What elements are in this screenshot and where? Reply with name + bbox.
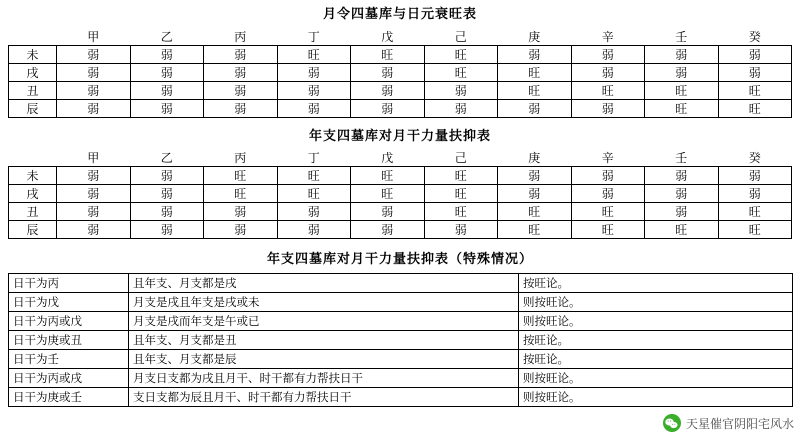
page-title-1: 月令四墓库与日元衰旺表 [322,6,477,21]
stem-header-4: 戊 [381,151,394,166]
table-cell: 旺 [351,45,425,63]
table-cell: 弱 [718,63,792,81]
table-cell: 弱 [204,99,278,117]
table-cell: 旺 [277,45,351,63]
special-condition-day-stem: 日干为壬 [9,349,129,368]
special-conclusion: 则按旺论。 [519,292,793,311]
stem-header-6: 庚 [528,151,541,166]
special-condition-detail: 月支日支都为戌且月干、时干都有力帮扶日干 [129,368,519,387]
table-cell: 旺 [571,221,645,239]
stem-header-8: 壬 [675,151,688,166]
wechat-icon [663,414,681,432]
table-cell: 弱 [424,221,498,239]
table-cell: 弱 [571,99,645,117]
table-cell: 弱 [498,45,572,63]
table-cell: 弱 [424,81,498,99]
table-yueling-siku [8,28,792,118]
stem-header-2: 丙 [234,151,247,166]
table-special-cases [8,273,793,407]
table-cell: 弱 [645,203,719,221]
table-cell: 弱 [57,81,131,99]
stem-header-5: 己 [454,29,467,44]
stem-header-7: 辛 [601,29,614,44]
table-cell: 旺 [571,81,645,99]
special-condition-day-stem: 日干为庚或丑 [9,330,129,349]
table-cell: 弱 [351,63,425,81]
special-conclusion: 则按旺论。 [519,368,793,387]
table-row [9,81,792,99]
special-condition-detail: 且年支、月支都是辰 [129,349,519,368]
table1-header-row [9,28,792,46]
table-cell: 旺 [277,185,351,203]
table-cell: 弱 [571,45,645,63]
table-cell: 旺 [424,167,498,185]
table-row [9,387,793,406]
table-row [9,99,792,117]
special-conclusion: 按旺论。 [519,330,793,349]
special-condition-detail: 月支是戌且年支是戌或未 [129,292,519,311]
table-cell: 弱 [351,221,425,239]
table-cell: 旺 [498,203,572,221]
table-cell: 弱 [571,167,645,185]
table-row [9,63,792,81]
table-cell: 弱 [204,63,278,81]
table-row [9,185,792,203]
table-cell: 旺 [718,81,792,99]
table-cell: 弱 [351,203,425,221]
table-cell: 弱 [571,185,645,203]
row-label: 丑 [9,203,57,221]
table-row [9,292,793,311]
table-cell: 弱 [277,203,351,221]
table-cell: 旺 [351,167,425,185]
special-condition-detail: 且年支、月支都是戌 [129,273,519,292]
page-title-2: 年支四墓库对月干力量扶抑表 [308,127,491,143]
stem-header-6: 庚 [528,29,541,44]
stem-header-5: 己 [454,151,467,166]
table-cell: 弱 [277,81,351,99]
table-cell: 弱 [130,45,204,63]
table-cell: 旺 [424,63,498,81]
row-label: 辰 [9,221,57,239]
table-cell: 弱 [277,99,351,117]
table-cell: 弱 [498,167,572,185]
table-cell: 弱 [571,63,645,81]
table-cell: 弱 [498,185,572,203]
watermark-label: 天星催官阴阳宅风水 [685,416,794,431]
table-cell: 弱 [130,185,204,203]
table-cell: 弱 [204,45,278,63]
table-cell: 旺 [718,221,792,239]
table-cell: 旺 [204,185,278,203]
special-conclusion: 则按旺论。 [519,387,793,406]
table-nianzhi-siku [8,149,792,239]
stem-header-3: 丁 [307,151,320,166]
table-cell: 旺 [718,203,792,221]
table-cell: 旺 [718,99,792,117]
table-cell: 旺 [424,45,498,63]
table-cell: 弱 [130,221,204,239]
table-cell: 旺 [204,167,278,185]
table-row [9,311,793,330]
table-cell: 弱 [204,221,278,239]
table-cell: 弱 [57,203,131,221]
table-cell: 旺 [571,203,645,221]
table-cell: 弱 [277,63,351,81]
table-cell: 弱 [277,221,351,239]
special-condition-day-stem: 日干为庚或壬 [9,387,129,406]
table-cell: 旺 [424,203,498,221]
table-row [9,349,793,368]
special-condition-day-stem: 日干为戊 [9,292,129,311]
table-cell: 弱 [351,99,425,117]
table-row [9,167,792,185]
document-page [0,6,800,438]
table-cell: 旺 [645,81,719,99]
table-cell: 弱 [130,167,204,185]
table-row [9,45,792,63]
table-cell: 弱 [204,203,278,221]
watermark [663,414,794,432]
table-cell: 弱 [57,63,131,81]
table-row [9,273,793,292]
row-label: 戌 [9,185,57,203]
table-cell: 旺 [351,185,425,203]
table1-corner-cell [9,28,57,46]
stem-header-8: 壬 [675,29,688,44]
table-cell: 旺 [498,63,572,81]
table-cell: 弱 [57,99,131,117]
row-label: 未 [9,167,57,185]
special-conclusion: 按旺论。 [519,273,793,292]
stem-header-7: 辛 [601,151,614,166]
table-cell: 弱 [57,185,131,203]
special-condition-detail: 且年支、月支都是丑 [129,330,519,349]
table-cell: 弱 [498,99,572,117]
table-cell: 弱 [645,45,719,63]
stem-header-1: 乙 [160,151,173,166]
table-row [9,221,792,239]
stem-header-4: 戊 [381,29,394,44]
table-cell: 弱 [130,81,204,99]
special-condition-detail: 支日支都为辰且月干、时干都有力帮扶日干 [129,387,519,406]
table-cell: 旺 [277,167,351,185]
table-cell: 弱 [424,99,498,117]
table-cell: 旺 [645,99,719,117]
table2-corner-cell [9,149,57,167]
special-condition-day-stem: 日干为丙或戌 [9,368,129,387]
table-cell: 旺 [498,81,572,99]
table-cell: 弱 [130,99,204,117]
table-cell: 弱 [645,167,719,185]
table2-header-row [9,149,792,167]
table-cell: 弱 [57,45,131,63]
special-conclusion: 则按旺论。 [519,311,793,330]
special-conclusion: 按旺论。 [519,349,793,368]
table-cell: 弱 [351,81,425,99]
row-label: 丑 [9,81,57,99]
table-row [9,330,793,349]
table-cell: 弱 [645,63,719,81]
table-cell: 弱 [57,221,131,239]
table-cell: 弱 [718,167,792,185]
table-row [9,368,793,387]
page-title-3: 年支四墓库对月干力量扶抑表（特殊情况） [266,251,533,267]
table-cell: 弱 [130,63,204,81]
stem-header-9: 癸 [748,151,761,166]
table-row [9,203,792,221]
stem-header-1: 乙 [160,29,173,44]
table-cell: 旺 [424,185,498,203]
special-condition-day-stem: 日干为丙或戊 [9,311,129,330]
row-label: 辰 [9,99,57,117]
table-cell: 旺 [645,221,719,239]
table-cell: 弱 [645,185,719,203]
stem-header-0: 甲 [87,151,100,166]
special-condition-day-stem: 日干为丙 [9,273,129,292]
table-cell: 弱 [718,45,792,63]
table-cell: 弱 [204,81,278,99]
special-condition-detail: 月支是戌而年支是午或已 [129,311,519,330]
stem-header-9: 癸 [748,29,761,44]
table-cell: 弱 [130,203,204,221]
row-label: 戌 [9,63,57,81]
table-cell: 弱 [718,185,792,203]
stem-header-3: 丁 [307,29,320,44]
stem-header-0: 甲 [87,29,100,44]
row-label: 未 [9,45,57,63]
table-cell: 旺 [498,221,572,239]
stem-header-2: 丙 [234,29,247,44]
table-cell: 弱 [57,167,131,185]
